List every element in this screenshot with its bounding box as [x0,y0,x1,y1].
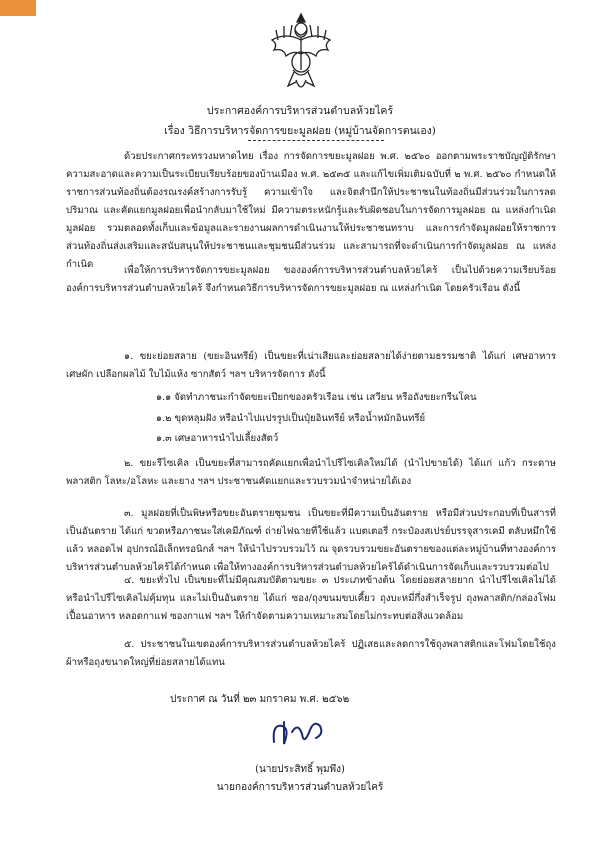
subitem-1-2: ๑.๒ ขุดหลุมฝัง หรือนำไปแปรรูปเป็นปุ๋ยอินทรีย์ หรือน้ำหมักอินทรีย์ [156,413,426,424]
paragraph-purpose: เพื่อให้การบริหารจัดการขยะมูลฝอย ขององค์การบริหารส่วนตำบลห้วยไคร้ เป็นไปด้วยความเรียบร้อย องค์การบริหารส่วนตำบลห้วยไคร้ จึงกำหนดวิธีการบริหารจัดการขยะมูลฝอย ณ แหล่งกำเนิด โดยครัวเรือน ดังนี้ [66,265,556,294]
item-hazardous-waste: ๓. มูลฝอยที่เป็นพิษหรือขยะอันตรายชุมชน เป็นขยะที่มีความเป็นอันตราย หรือมีส่วนประกอบที่เป็นสารที่เป็นอันตราย ได้แก่ ขวดหรือภาชนะใส่เคมีภัณฑ์ ถ่ายไฟฉายที่ใช้แล้ว แบตเตอรี่ กระป๋องสเปรย์บรรจุสารเคมี ตลับหมึกใช้แล้ว หลอดไฟ อุปกรณ์อิเล็กทรอนิกส์ ฯลฯ ให้นำไปรวบรวมไว้ ณ จุดรวบรวมขยะอันตรายของแต่ละหมู่บ้านที่ทางองค์การบริหารส่วนตำบลห้วยไคร้ได้กำหนด เพื่อให้ทางองค์การบริหารส่วนตำบลห้วยไคร้ได้ดำเนินการจัดเก็บและรวบรวมต่อไป [66,508,556,573]
paragraph-intro: ด้วยประกาศกระทรวงมหาดไทย เรื่อง การจัดการขยะมูลฝอย พ.ศ. ๒๕๖๐ ออกตามพระราชบัญญัติรักษาความสะอาดและความเป็นระเบียบเรียบร้อยของบ้านเมือง พ.ศ. ๒๕๓๕ และแก้ไขเพิ่มเติมฉบับที่ ๒ พ.ศ. ๒๕๖๐ กำหนดให้ราชการส่วนท้องถิ่นต้องรณรงค์สร้างการรับรู้ ความเข้าใจ และจิตสำนึกให้ประชาชนในท้องถิ่นมีส่วนร่วมในการลดปริมาณ และคัดแยกมูลฝอยเพื่อนำกลับมาใช้ใหม่ มีความตระหนักรู้และรับผิดชอบในการจัดการมูลฝอย ณ แหล่งกำเนิดมูลฝอย รวมตลอดทั้งเก็บและข้อมูลและรายงานผลการดำเนินงานให้ประชาชนทราบ และการกำจัดมูลฝอยให้ราชการส่วนท้องถิ่นส่งเสริมและสนับสนุนให้ประชาชนและชุมชนมีส่วนร่วม และสามารถที่จะดำเนินการกำจัดมูลฝอย ณ แหล่งกำเนิด [66,151,556,270]
item-recycle-waste: ๒. ขยะรีไซเคิล เป็นขยะที่สามารถคัดแยกเพื่อนำไปรีไซเคิลใหม่ได้ (นำไปขายได้) ได้แก่ แก้ว กระดาษ พลาสติก โลหะ/อโลหะ และยาง ฯลฯ ประชาชนคัดแยกและรวบรวมนำจำหน่ายได้เอง [66,458,556,487]
corner-tab [0,0,36,16]
document-title-issuer: ประกาศองค์การบริหารส่วนตำบลห้วยไคร้ [206,105,394,117]
item-organic-waste: ๑. ขยะย่อยสลาย (ขยะอินทรีย์) เป็นขยะที่เน่าเสียและย่อยสลายได้ง่ายตามธรรมชาติ ได้แก่ เศษอาหาร เศษผัก เปลือกผลไม้ ใบไม้แห้ง ซากสัตว์ ฯลฯ บริหารจัดการ ดังนี้ [66,351,556,380]
garuda-emblem-icon [266,10,336,96]
announcement-date: ประกาศ ณ วันที่ ๒๓ มกราคม พ.ศ. ๒๕๖๒ [170,694,350,705]
signer-name: (นายประสิทธิ์ พุมพึง) [255,764,345,775]
handwritten-signature [268,712,328,756]
subitem-1-3: ๑.๓ เศษอาหารนำไปเลี้ยงสัตว์ [156,433,279,444]
subitem-1-1: ๑.๑ จัดทำภาชนะกำจัดขยะเปียกของครัวเรือน เช่น เสวียน หรือถังขยะกรีนโคน [156,392,477,403]
signer-position: นายกองค์การบริหารส่วนตำบลห้วยไคร้ [216,782,384,793]
document-subject: เรื่อง วิธีการบริหารจัดการขยะมูลฝอย (หมู่บ้านจัดการตนเอง) [164,125,436,137]
title-divider [248,140,384,141]
item-reduce-plastic: ๕. ประชาชนในเขตองค์การบริหารส่วนตำบลห้วยไคร้ ปฏิเสธและลดการใช้ถุงพลาสติกและโฟมโดยใช้ถุงผ้าหรือถุงขนาดใหญ่ที่ย่อยสลายได้แทน [66,639,556,668]
item-general-waste: ๔. ขยะทั่วไป เป็นขยะที่ไม่มีคุณสมบัติตามขยะ ๓ ประเภทข้างต้น โดยย่อยสลายยาก นำไปรีไซเคิลไม่ได้ หรือนำไปรีไซเคิลไม่คุ้มทุน และไม่เป็นอันตราย ได้แก่ ซอง/ถุงขนมขบเคี้ยว ถุงบะหมี่กึ่งสำเร็จรูป ถุงพลาสติก/กล่องโฟมเปื้อนอาหาร หลอดกาแฟ ซองกาแฟ ฯลฯ ให้กำจัดตามความเหมาะสมโดยไม่กระทบต่อสิ่งแวดล้อม [66,575,556,622]
